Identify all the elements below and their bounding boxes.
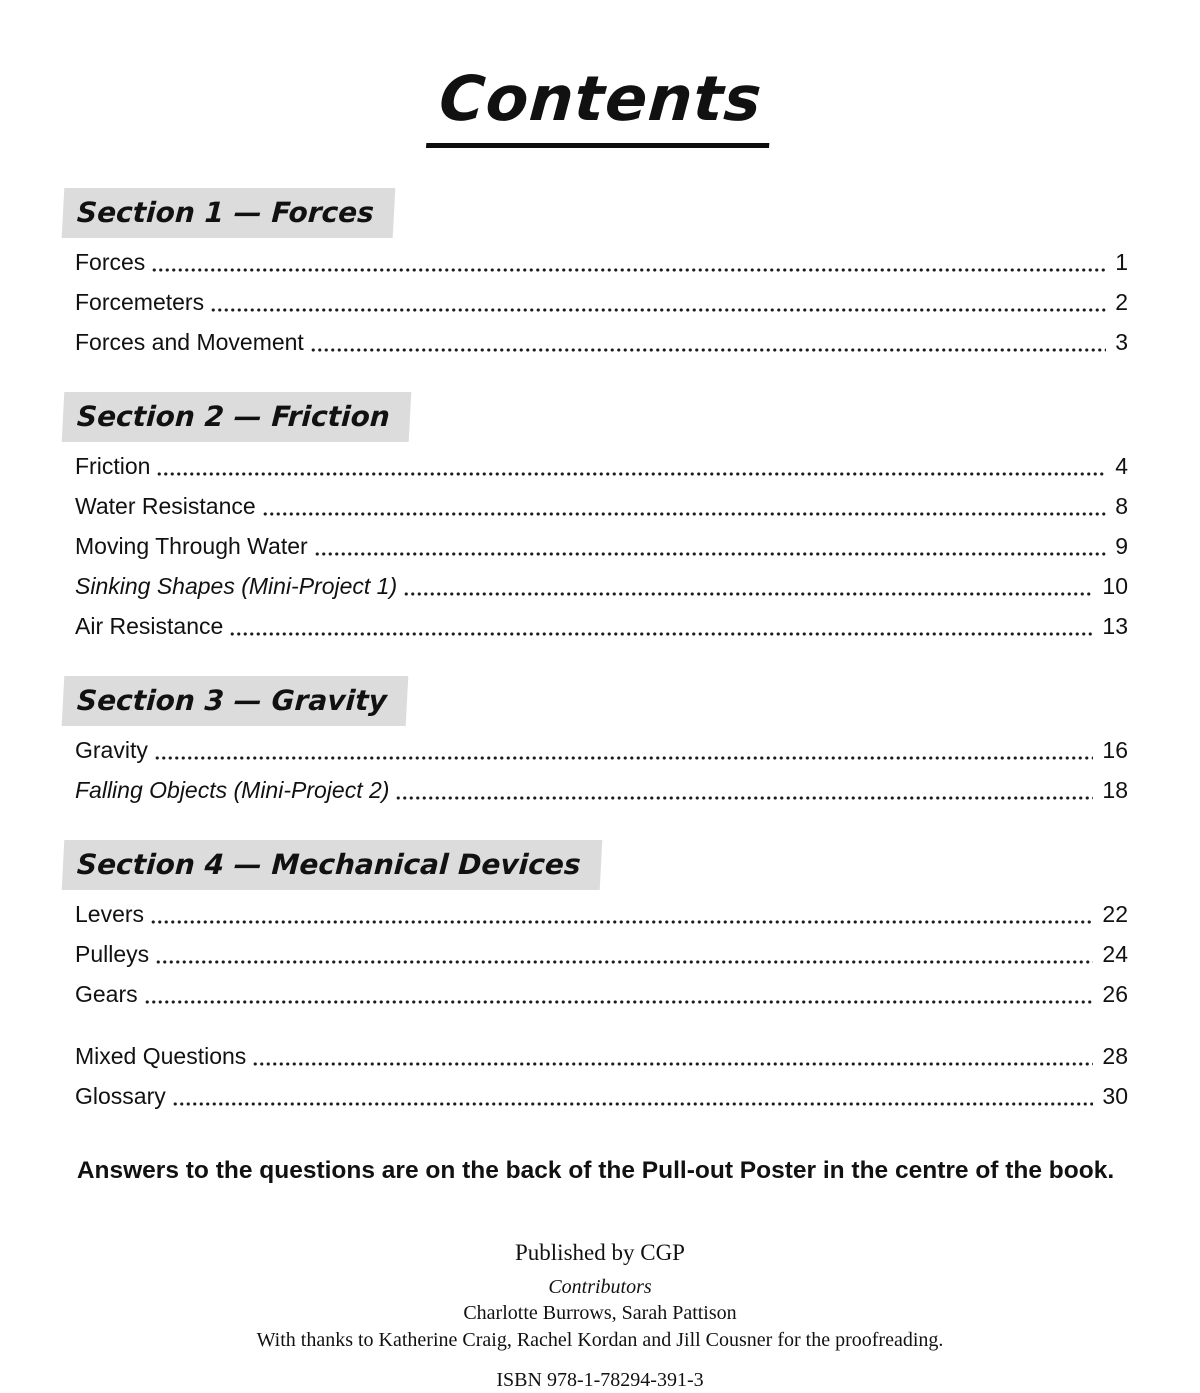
toc-entry-label: Forces — [75, 249, 146, 275]
answers-note: Answers to the questions are on the back of the Pull-out Poster in the centre of the book. — [76, 1157, 1115, 1184]
toc-entry-page-number: 24 — [1102, 941, 1128, 967]
dotted-leader — [229, 625, 1093, 639]
dotted-leader — [144, 993, 1094, 1007]
toc-entry — [63, 778, 1128, 803]
section-heading: Section 4 — Mechanical Devices — [62, 840, 602, 890]
dotted-leader — [156, 465, 1106, 479]
dotted-leader — [151, 261, 1106, 275]
toc-entry-page-number: 9 — [1115, 533, 1128, 559]
toc-entry — [63, 250, 1128, 275]
toc-entry-page-number: 10 — [1102, 573, 1128, 599]
section-heading: Section 3 — Gravity — [62, 676, 408, 726]
toc-entry-page-number: 16 — [1102, 737, 1128, 763]
dotted-leader — [395, 789, 1093, 803]
toc-section — [63, 392, 1128, 639]
toc-entry-page-number: 4 — [1115, 453, 1128, 479]
toc-section — [63, 840, 1128, 1007]
dotted-leader — [172, 1095, 1094, 1109]
dotted-leader — [155, 953, 1093, 967]
toc-entry-page-number: 8 — [1115, 493, 1128, 519]
toc-entry — [63, 614, 1128, 639]
footer — [0, 1239, 1200, 1393]
toc-entry — [63, 1044, 1128, 1069]
toc-entry — [63, 330, 1128, 355]
dotted-leader — [154, 749, 1094, 763]
footer-contributor-names: Charlotte Burrows, Sarah Pattison — [463, 1302, 737, 1325]
toc-entry-page-number: 2 — [1115, 289, 1128, 315]
dotted-leader — [314, 545, 1107, 559]
toc-section — [63, 676, 1128, 803]
dotted-leader — [310, 341, 1106, 355]
toc-entry-label: Mixed Questions — [75, 1043, 247, 1069]
toc-entry-label: Levers — [75, 901, 145, 927]
toc-entry — [63, 738, 1128, 763]
table-of-contents — [63, 188, 1128, 1185]
toc-entry-page-number: 30 — [1102, 1083, 1128, 1109]
dotted-leader — [150, 913, 1093, 927]
toc-entry-page-number: 1 — [1115, 249, 1128, 275]
toc-entry-label: Friction — [75, 453, 151, 479]
toc-entry-label: Water Resistance — [75, 493, 256, 519]
dotted-leader — [252, 1055, 1093, 1069]
dotted-leader — [210, 301, 1106, 315]
toc-entry-label: Gravity — [75, 737, 148, 763]
toc-entry-label: Glossary — [75, 1083, 166, 1109]
footer-isbn: ISBN 978-1-78294-391-3 — [496, 1369, 704, 1392]
toc-entry — [63, 534, 1128, 559]
toc-entry — [63, 494, 1128, 519]
toc-entry — [63, 942, 1128, 967]
toc-entry-page-number: 26 — [1102, 981, 1128, 1007]
page-title: Contents — [426, 62, 775, 148]
section-heading: Section 2 — Friction — [62, 392, 411, 442]
footer-published: Published by CGP — [515, 1240, 685, 1265]
title-wrap — [0, 62, 1200, 148]
toc-entry — [63, 574, 1128, 599]
dotted-leader — [262, 505, 1107, 519]
toc-entry — [63, 1084, 1128, 1109]
toc-entry-label: Forcemeters — [75, 289, 205, 315]
sections-host — [63, 188, 1128, 1007]
toc-entry — [63, 290, 1128, 315]
toc-section — [63, 188, 1128, 355]
toc-entry — [63, 454, 1128, 479]
toc-entry — [63, 982, 1128, 1007]
toc-entry-page-number: 28 — [1102, 1043, 1128, 1069]
toc-entry-page-number: 18 — [1102, 777, 1128, 803]
standalone-entries — [63, 1044, 1128, 1109]
toc-entry — [63, 902, 1128, 927]
toc-entry-label: Forces and Movement — [75, 329, 304, 355]
footer-thanks: With thanks to Katherine Craig, Rachel Kordan and Jill Cousner for the proofreading. — [256, 1328, 944, 1351]
section-heading: Section 1 — Forces — [62, 188, 396, 238]
dotted-leader — [403, 585, 1093, 599]
toc-entry-label: Moving Through Water — [75, 533, 308, 559]
toc-entry-label: Falling Objects (Mini-Project 2) — [75, 777, 390, 803]
toc-entry-label: Sinking Shapes (Mini-Project 1) — [75, 573, 398, 599]
toc-entry-page-number: 22 — [1102, 901, 1128, 927]
toc-entry-page-number: 13 — [1102, 613, 1128, 639]
toc-entry-page-number: 3 — [1115, 329, 1128, 355]
toc-entry-label: Gears — [75, 981, 138, 1007]
footer-contributors-heading: Contributors — [548, 1276, 652, 1299]
toc-entry-label: Air Resistance — [75, 613, 224, 639]
toc-entry-label: Pulleys — [75, 941, 150, 967]
